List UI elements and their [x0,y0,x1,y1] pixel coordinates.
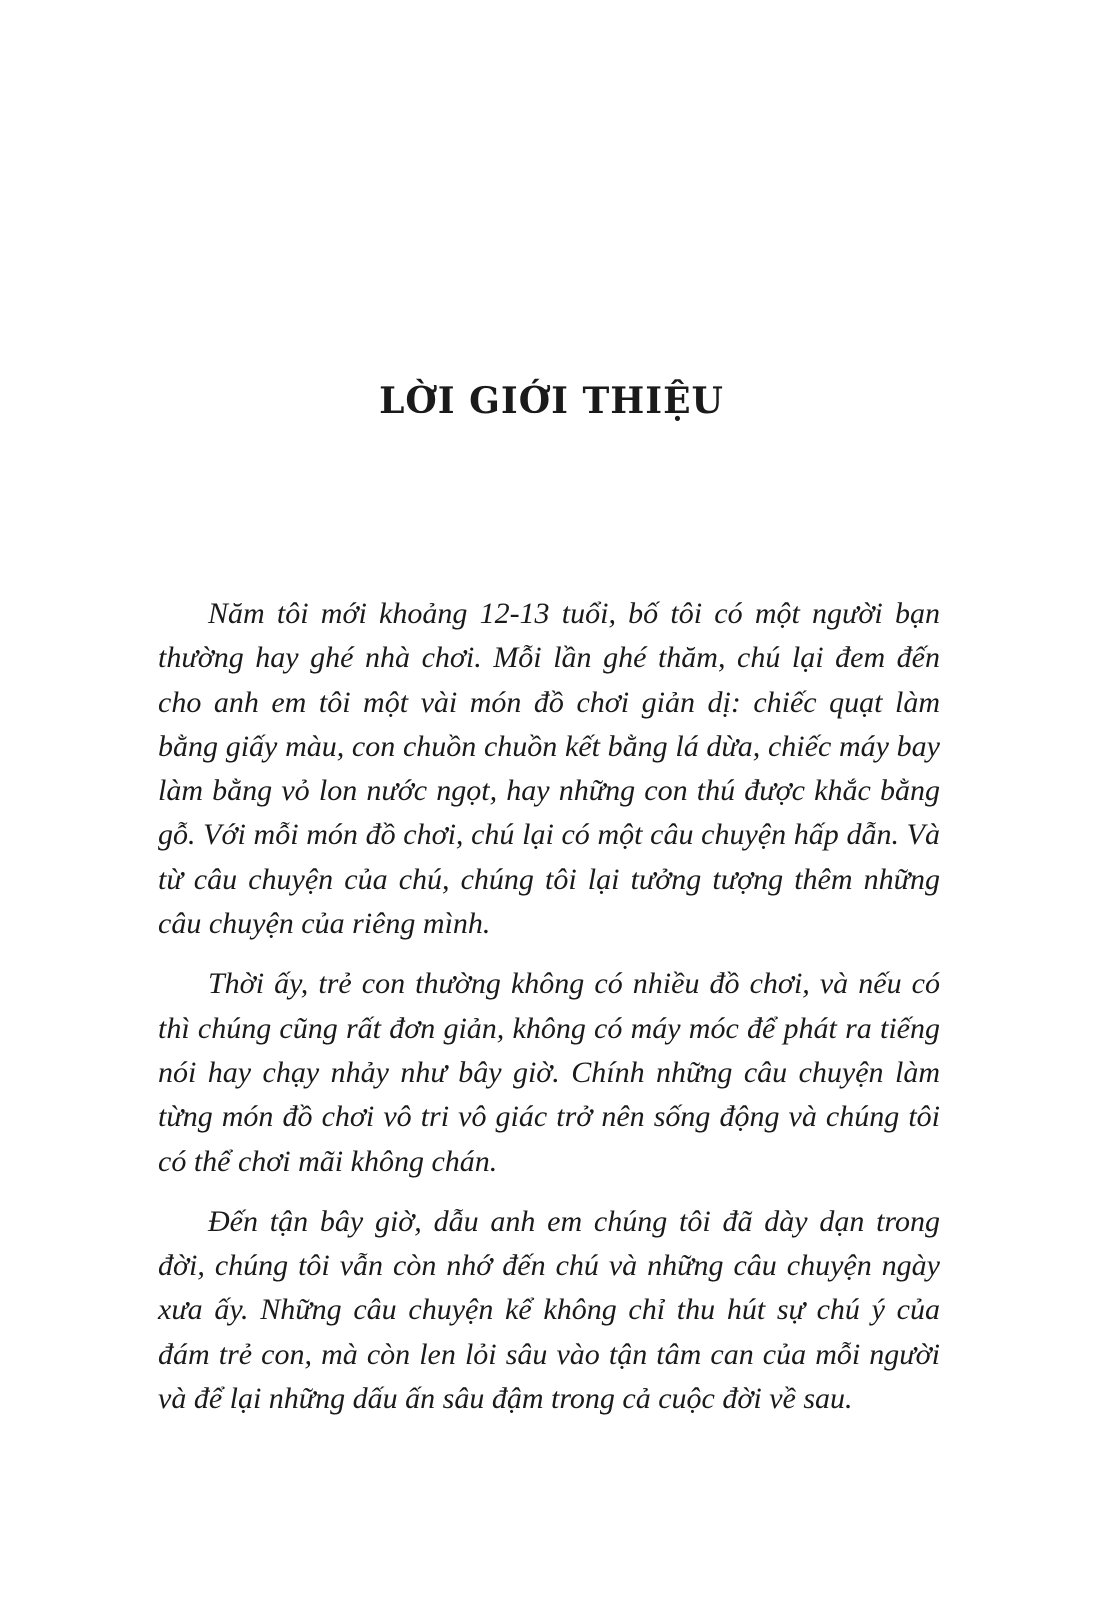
introduction-text [158,592,940,1437]
paragraph-1: Năm tôi mới khoảng 12-13 tuổi, bố tôi có một người bạn thường hay ghé nhà chơi. Mỗi lần ghé thăm, chú lại đem đến cho anh em tôi một vài món đồ chơi giản dị: chiếc quạt làm bằng giấy màu, con chuồn chuồn kết bằng lá dừa, chiếc máy bay làm bằng vỏ lon nước ngọt, hay những con thú được khắc bằng gỗ. Với mỗi món đồ chơi, chú lại có một câu chuyện hấp dẫn. Và từ câu chuyện của chú, chúng tôi lại tưởng tượng thêm những câu chuyện của riêng mình. [158,597,940,941]
paragraph-2: Thời ấy, trẻ con thường không có nhiều đồ chơi, và nếu có thì chúng cũng rất đơn giản, không có máy móc để phát ra tiếng nói hay chạy nhảy như bây giờ. Chính những câu chuyện làm từng món đồ chơi vô tri vô giác trở nên sống động và chúng tôi có thể chơi mãi không chán. [158,967,940,1178]
page-title: LỜI GIỚI THIỆU [379,380,724,422]
paragraph-3: Đến tận bây giờ, dẫu anh em chúng tôi đã dày dạn trong đời, chúng tôi vẫn còn nhớ đến chú và những câu chuyện ngày xưa ấy. Những câu chuyện kể không chỉ thu hút sự chú ý của đám trẻ con, mà còn len lỏi sâu vào tận tâm can của mỗi người và để lại những dấu ấn sâu đậm trong cả cuộc đời về sau. [158,1204,940,1416]
